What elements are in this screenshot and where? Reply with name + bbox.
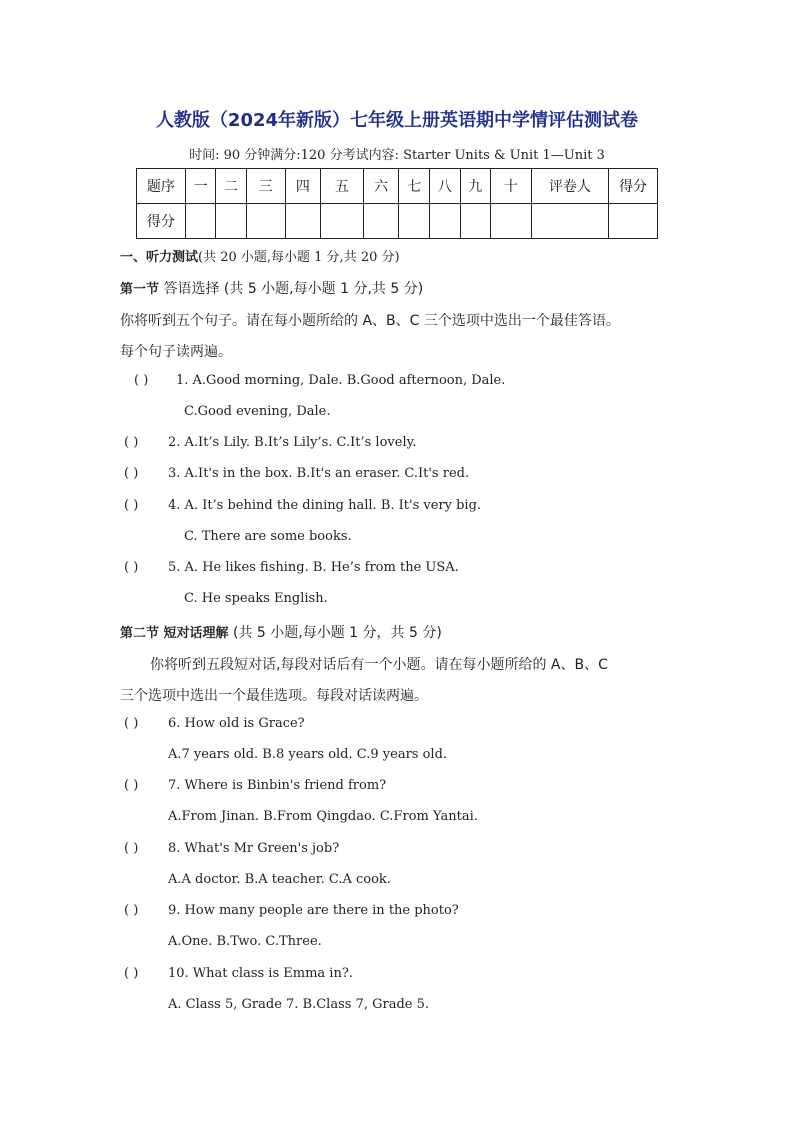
- question-options: A. Class 5, Grade 7. B.Class 7, Grade 5.: [168, 997, 430, 1012]
- answer-bracket[interactable]: ( ): [124, 966, 139, 981]
- answer-bracket[interactable]: ( ): [124, 716, 139, 731]
- table-cell: 七: [399, 169, 430, 204]
- question-line: 10. What class is Emma in?.: [168, 966, 353, 981]
- section2-instruction: 你将听到五段短对话,每段对话后有一个小题。请在每小题所给的 A、B、C: [150, 657, 608, 673]
- question-line: 4. A. It’s behind the dining hall. B. It's very big.: [168, 498, 482, 513]
- question-line: 5. A. He likes fishing. B. He’s from the USA.: [168, 560, 459, 575]
- section2-heading-detail: (共 5 小题,每小题 1 分，共 5 分): [228, 625, 442, 641]
- part1-heading-label: 一、听力测试: [120, 250, 199, 265]
- section2-instruction: 三个选项中选出一个最佳选项。每段对话读两遍。: [120, 688, 428, 704]
- question-options: C. He speaks English.: [184, 591, 328, 606]
- question-line: 3. A.It's in the box. B.It's an eraser. C.It's red.: [168, 466, 470, 481]
- table-cell: 九: [460, 169, 491, 204]
- table-cell: 评卷人: [531, 169, 608, 204]
- question-options: C. There are some books.: [184, 529, 352, 544]
- score-cell[interactable]: [430, 204, 461, 239]
- score-table: [136, 168, 658, 239]
- score-cell[interactable]: [460, 204, 491, 239]
- score-cell[interactable]: [609, 204, 658, 239]
- score-cell[interactable]: [185, 204, 216, 239]
- question-options: A.A doctor. B.A teacher. C.A cook.: [168, 872, 391, 887]
- score-cell[interactable]: [285, 204, 321, 239]
- answer-bracket[interactable]: ( ): [124, 466, 139, 481]
- table-cell: 得分: [609, 169, 658, 204]
- question-line: 8. What's Mr Green's job?: [168, 841, 340, 856]
- part1-heading-detail: (共 20 小题,每小题 1 分,共 20 分): [198, 250, 400, 265]
- table-cell: 六: [363, 169, 399, 204]
- table-cell: 得分: [137, 204, 186, 239]
- score-cell[interactable]: [531, 204, 608, 239]
- exam-info: 时间: 90 分钟满分:120 分考试内容: Starter Units & Unit 1—Unit 3: [189, 148, 605, 163]
- score-table-header-row: [137, 169, 658, 204]
- question-line: 7. Where is Binbin's friend from?: [168, 778, 387, 793]
- section1-label: 第一节: [120, 282, 160, 297]
- section2-heading-title: 短对话理解: [159, 626, 229, 641]
- score-table-score-row: [137, 204, 658, 239]
- question-line: 1. A.Good morning, Dale. B.Good afternoon, Dale.: [176, 373, 506, 388]
- table-cell: 三: [246, 169, 285, 204]
- answer-bracket[interactable]: ( ): [124, 560, 139, 575]
- answer-bracket[interactable]: ( ): [124, 435, 139, 450]
- table-cell: 一: [185, 169, 216, 204]
- question-line: 6. How old is Grace?: [168, 716, 305, 731]
- question-options: A.From Jinan. B.From Qingdao. C.From Yantai.: [168, 809, 478, 824]
- question-line: 2. A.It’s Lily. B.It’s Lily’s. C.It’s lovely.: [168, 435, 417, 450]
- page-title: 人教版（2024年新版）七年级上册英语期中学情评估测试卷: [155, 110, 639, 131]
- section1-heading: [120, 278, 423, 298]
- table-cell: 五: [321, 169, 364, 204]
- section2-label: 第二节: [120, 626, 160, 641]
- answer-bracket[interactable]: ( ): [124, 841, 139, 856]
- answer-bracket[interactable]: ( ): [124, 778, 139, 793]
- score-cell[interactable]: [216, 204, 247, 239]
- table-cell: 八: [430, 169, 461, 204]
- question-line: 9. How many people are there in the photo?: [168, 903, 459, 918]
- score-cell[interactable]: [399, 204, 430, 239]
- section1-instruction: 每个句子读两遍。: [120, 344, 232, 360]
- score-cell[interactable]: [321, 204, 364, 239]
- section1-instruction: 你将听到五个句子。请在每小题所给的 A、B、C 三个选项中选出一个最佳答语。: [120, 313, 620, 329]
- question-options: A.One. B.Two. C.Three.: [168, 934, 322, 949]
- table-cell: 二: [216, 169, 247, 204]
- score-cell[interactable]: [491, 204, 532, 239]
- table-cell: 四: [285, 169, 321, 204]
- section1-heading-text: 答语选择 (共 5 小题,每小题 1 分,共 5 分): [159, 281, 424, 297]
- part1-heading: [120, 246, 400, 265]
- section2-heading: [120, 622, 442, 642]
- table-cell: 十: [491, 169, 532, 204]
- question-options: A.7 years old. B.8 years old. C.9 years old.: [168, 747, 448, 762]
- score-cell[interactable]: [246, 204, 285, 239]
- table-cell: 题序: [137, 169, 186, 204]
- answer-bracket[interactable]: ( ): [124, 498, 139, 513]
- answer-bracket[interactable]: ( ): [124, 903, 139, 918]
- question-options: C.Good evening, Dale.: [184, 404, 331, 419]
- score-cell[interactable]: [363, 204, 399, 239]
- answer-bracket[interactable]: ( ): [134, 373, 149, 388]
